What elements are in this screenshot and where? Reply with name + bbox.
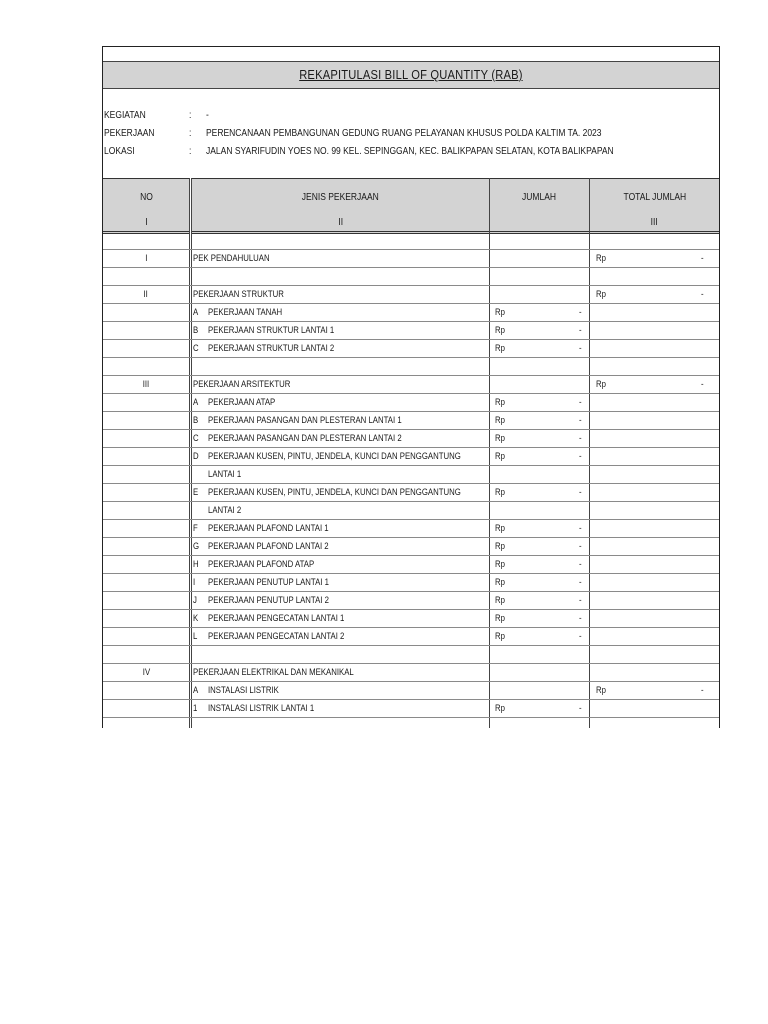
row-jumlah-value: -: [579, 558, 582, 570]
row-item-letter: E: [193, 486, 199, 498]
row-item-letter: A: [193, 684, 199, 696]
header-no: NO: [139, 191, 153, 203]
table-row: [103, 411, 719, 430]
row-description: PEKERJAAN STRUKTUR LANTAI 2: [208, 342, 335, 354]
table-header: [103, 178, 719, 216]
row-item-letter: C: [193, 432, 199, 444]
table-row: [103, 321, 719, 340]
row-total-value: -: [701, 378, 704, 390]
row-number: [103, 645, 189, 663]
row-description: PEKERJAAN PLAFOND ATAP: [208, 558, 315, 570]
table-row: [103, 285, 719, 304]
row-jumlah-currency: Rp: [495, 576, 505, 588]
table-row: [103, 627, 719, 646]
row-number: I: [144, 252, 148, 264]
info-value: PERENCANAAN PEMBANGUNAN GEDUNG RUANG PELAYANAN KHUSUS POLDA KALTIM TA. 2023: [206, 128, 602, 139]
row-description: PEKERJAAN ATAP: [208, 396, 276, 408]
row-jumlah-currency: Rp: [495, 432, 505, 444]
row-number: IV: [142, 666, 150, 678]
row-number: II: [143, 288, 149, 300]
row-total-currency: Rp: [596, 288, 606, 300]
table-row: [103, 555, 719, 574]
row-jumlah-currency: Rp: [495, 486, 505, 498]
row-jumlah-currency: Rp: [495, 450, 505, 462]
row-item-letter: H: [193, 558, 199, 570]
subheader-no: I: [144, 217, 148, 228]
row-total-currency: Rp: [596, 378, 606, 390]
row-item-letter: 1: [193, 702, 198, 714]
row-description: PEKERJAAN PLAFOND LANTAI 1: [208, 522, 329, 534]
row-number: [103, 465, 189, 483]
row-item-letter: K: [193, 612, 199, 624]
header-jenis-pekerjaan: JENIS PEKERJAAN: [301, 191, 380, 203]
table-row: [103, 234, 719, 250]
table-row: [103, 465, 719, 484]
document-title: REKAPITULASI BILL OF QUANTITY (RAB): [299, 67, 523, 82]
row-jumlah-value: -: [579, 486, 582, 498]
row-number: [103, 681, 189, 699]
row-description: PEKERJAAN PASANGAN DAN PLESTERAN LANTAI 2: [208, 432, 402, 444]
info-colon: :: [189, 128, 192, 139]
row-number: [103, 447, 189, 465]
row-number: [103, 429, 189, 447]
row-description: INSTALASI LISTRIK LANTAI 1: [208, 702, 315, 714]
row-description: PEKERJAAN STRUKTUR LANTAI 1: [208, 324, 335, 336]
row-total-currency: Rp: [596, 252, 606, 264]
row-jumlah-value: -: [579, 612, 582, 624]
info-value: JALAN SYARIFUDIN YOES NO. 99 KEL. SEPINGGAN, KEC. BALIKPAPAN SELATAN, KOTA BALIKPAPAN: [206, 146, 614, 157]
info-colon: :: [189, 110, 192, 121]
row-jumlah-value: -: [579, 594, 582, 606]
row-number: [103, 234, 189, 249]
row-jumlah-value: -: [579, 450, 582, 462]
row-item-letter: A: [193, 396, 199, 408]
table-row: [103, 483, 719, 502]
table-subheader: [103, 214, 719, 234]
row-total-value: -: [701, 684, 704, 696]
row-jumlah-currency: Rp: [495, 702, 505, 714]
row-number: [103, 699, 189, 717]
row-jumlah-value: -: [579, 342, 582, 354]
row-number: [103, 393, 189, 411]
row-jumlah-currency: Rp: [495, 342, 505, 354]
subheader-jumlah: [490, 214, 589, 231]
row-item-letter: J: [193, 594, 197, 606]
row-number: [103, 573, 189, 591]
row-item-letter: L: [193, 630, 198, 642]
row-description: PEK PENDAHULUAN: [193, 252, 270, 264]
row-item-letter: B: [193, 414, 199, 426]
row-number: [103, 411, 189, 429]
row-jumlah-currency: Rp: [495, 396, 505, 408]
row-jumlah-value: -: [579, 414, 582, 426]
info-label: KEGIATAN: [104, 110, 146, 121]
row-description: LANTAI 1: [208, 468, 242, 480]
row-item-letter: G: [193, 540, 200, 552]
table-row: [103, 537, 719, 556]
row-number: [103, 357, 189, 375]
row-jumlah-currency: Rp: [495, 558, 505, 570]
row-description: PEKERJAAN KUSEN, PINTU, JENDELA, KUNCI DAN PENGGANTUNG: [208, 486, 461, 498]
row-number: [103, 537, 189, 555]
rab-sheet: [102, 46, 720, 728]
row-number: [103, 267, 189, 285]
row-number: [103, 627, 189, 645]
row-description: PEKERJAAN TANAH: [208, 306, 283, 318]
row-jumlah-currency: Rp: [495, 324, 505, 336]
row-total-value: -: [701, 252, 704, 264]
subheader-jenis: II: [338, 217, 343, 228]
row-jumlah-currency: Rp: [495, 414, 505, 426]
table-row: [103, 645, 719, 664]
row-jumlah-currency: Rp: [495, 630, 505, 642]
row-description: PEKERJAAN ELEKTRIKAL DAN MEKANIKAL: [193, 666, 354, 678]
row-jumlah-value: -: [579, 432, 582, 444]
row-total-value: -: [701, 288, 704, 300]
header-jumlah: JUMLAH: [522, 191, 557, 203]
row-description: LANTAI 2: [208, 504, 242, 516]
table-row: [103, 303, 719, 322]
row-number: [103, 519, 189, 537]
row-jumlah-value: -: [579, 396, 582, 408]
row-jumlah-value: -: [579, 324, 582, 336]
row-jumlah-currency: Rp: [495, 540, 505, 552]
row-item-letter: B: [193, 324, 199, 336]
row-item-letter: F: [193, 522, 198, 534]
row-description: PEKERJAAN PENUTUP LANTAI 2: [208, 594, 329, 606]
row-description: PEKERJAAN PASANGAN DAN PLESTERAN LANTAI 1: [208, 414, 402, 426]
table-row: [103, 357, 719, 376]
table-row: [103, 375, 719, 394]
row-number: III: [142, 378, 150, 390]
row-number: [103, 501, 189, 519]
table-row: [103, 249, 719, 268]
row-description: PEKERJAAN STRUKTUR: [193, 288, 284, 300]
row-description: PEKERJAAN PENGECATAN LANTAI 1: [208, 612, 345, 624]
table-row: [103, 699, 719, 718]
table-row: [103, 591, 719, 610]
row-description: PEKERJAAN PLAFOND LANTAI 2: [208, 540, 329, 552]
row-jumlah-currency: Rp: [495, 612, 505, 624]
row-description: PEKERJAAN KUSEN, PINTU, JENDELA, KUNCI DAN PENGGANTUNG: [208, 450, 461, 462]
table-row: [103, 573, 719, 592]
table-row: [103, 501, 719, 520]
row-number: [103, 321, 189, 339]
table-row: [103, 267, 719, 286]
info-value: -: [206, 110, 209, 121]
row-number: [103, 339, 189, 357]
row-jumlah-value: -: [579, 576, 582, 588]
table-row: [103, 681, 719, 700]
row-item-letter: A: [193, 306, 199, 318]
row-jumlah-value: -: [579, 540, 582, 552]
row-description: PEKERJAAN PENUTUP LANTAI 1: [208, 576, 329, 588]
row-jumlah-currency: Rp: [495, 522, 505, 534]
row-item-letter: D: [193, 450, 199, 462]
row-total-currency: Rp: [596, 684, 606, 696]
table-row: [103, 429, 719, 448]
table-row: [103, 393, 719, 412]
row-description: PEKERJAAN PENGECATAN LANTAI 2: [208, 630, 345, 642]
info-colon: :: [189, 146, 192, 157]
row-item-letter: C: [193, 342, 199, 354]
row-description: INSTALASI LISTRIK: [208, 684, 279, 696]
row-number: [103, 609, 189, 627]
row-number: [103, 555, 189, 573]
row-item-letter: I: [193, 576, 196, 588]
table-row: [103, 339, 719, 358]
table-row: [103, 447, 719, 466]
table-row: [103, 519, 719, 538]
row-number: [103, 591, 189, 609]
row-jumlah-value: -: [579, 522, 582, 534]
row-jumlah-value: -: [579, 630, 582, 642]
info-label: LOKASI: [104, 146, 135, 157]
row-number: [103, 483, 189, 501]
row-jumlah-value: -: [579, 306, 582, 318]
table-row: [103, 663, 719, 682]
row-jumlah-currency: Rp: [495, 306, 505, 318]
header-total-jumlah: TOTAL JUMLAH: [623, 191, 686, 203]
row-jumlah-currency: Rp: [495, 594, 505, 606]
row-number: [103, 303, 189, 321]
subheader-total: III: [650, 217, 659, 228]
title-bar: [103, 61, 719, 89]
info-label: PEKERJAAN: [104, 128, 155, 139]
row-description: PEKERJAAN ARSITEKTUR: [193, 378, 291, 390]
table-row: [103, 609, 719, 628]
row-jumlah-value: -: [579, 702, 582, 714]
